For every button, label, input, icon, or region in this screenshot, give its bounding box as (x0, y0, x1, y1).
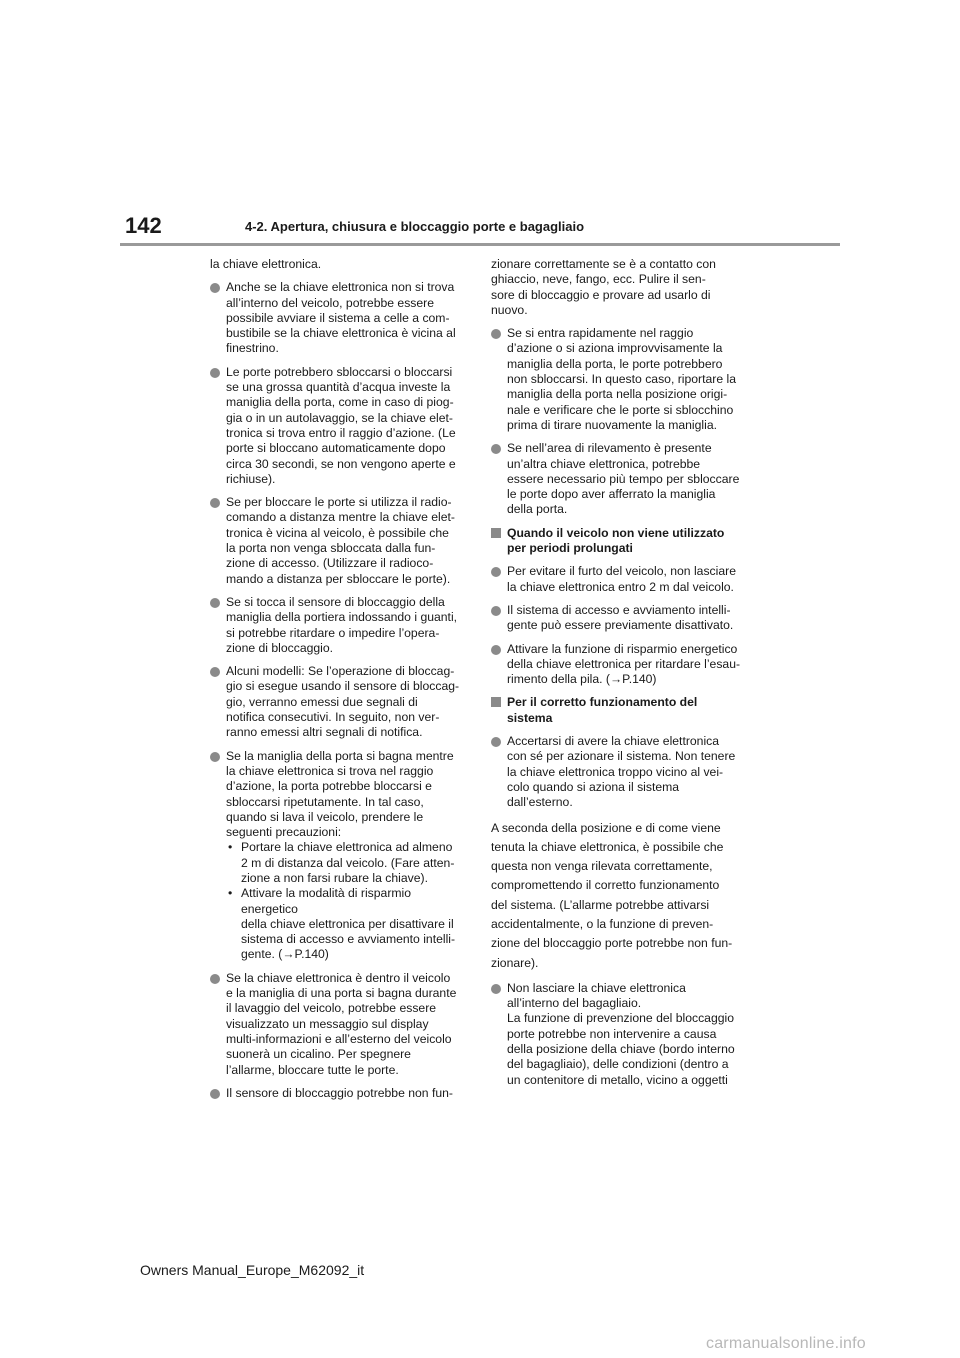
bullet-item (491, 642, 743, 688)
sub-bullet-item (226, 886, 462, 962)
text-line: Se si tocca il sensore di bloccaggio della (226, 594, 445, 609)
sub-bullet-dot: • (228, 886, 233, 901)
text-line: un contenitore di metallo, vicino a oggetti (507, 1072, 728, 1087)
bullet-circle-icon (210, 974, 220, 984)
bullet-item (491, 981, 743, 1088)
text-line: porte potrebbe non intervenire a causa (507, 1026, 717, 1041)
square-marker-icon (491, 528, 501, 538)
bullet-item (491, 603, 743, 634)
text-line: della chiave elettronica per ritardare l’esau- (507, 656, 741, 671)
bullet-circle-icon (491, 567, 501, 577)
text-line: Se la chiave elettronica è dentro il veicolo (226, 970, 451, 985)
text-line: la chiave elettronica. (210, 257, 322, 271)
text-line: 2 m di distanza dal veicolo. (Fare atten- (241, 855, 455, 870)
bullet-circle-icon (210, 368, 220, 378)
text-line: sistema (507, 710, 553, 725)
text-line: comando a distanza mentre la chiave elet- (226, 510, 455, 525)
text-line: gia o in un autolavaggio, se la chiave elet- (226, 410, 453, 425)
text-line: essere necessario più tempo per sbloccare (507, 471, 740, 486)
text-line: Attivare la modalità di risparmio energetico (241, 886, 412, 916)
bullet-item (491, 734, 743, 810)
footer-manual-id: Owners Manual_Europe_M62092_it (140, 1262, 365, 1278)
square-marker-icon (491, 697, 501, 707)
text-line: Il sistema di accesso e avviamento intelli- (507, 602, 731, 617)
text-line: Le porte potrebbero sbloccarsi o bloccarsi (226, 364, 453, 379)
bullet-item (210, 280, 462, 356)
text-line: zione di bloccaggio. (226, 640, 334, 655)
text-line: Se per bloccare le porte si utilizza il radio- (226, 495, 452, 510)
text-line: compromettendo il corretto funzionamento (491, 878, 720, 893)
text-line: Anche se la chiave elettronica non si trova (226, 280, 455, 295)
text-line: Alcuni modelli: Se l’operazione di bloccag- (226, 664, 455, 679)
text-line: richiuse). (226, 471, 276, 486)
text-line: suonerà un cicalino. Per spegnere (226, 1047, 411, 1062)
text-line: Se la maniglia della porta si bagna mentre (226, 748, 454, 763)
text-line: accidentalmente, o la funzione di preven- (491, 916, 714, 931)
text-line: nuovo. (491, 302, 528, 317)
bullet-item (210, 664, 462, 740)
text-line: del sistema. (L’allarme potrebbe attivarsi (491, 897, 710, 912)
text-line: rimento della pila. (→P.140) (507, 672, 657, 687)
bullet-item (210, 1086, 462, 1101)
text-line: Attivare la funzione di risparmio energetico (507, 641, 738, 656)
text-line: la porta non venga sbloccata dalla fun- (226, 541, 436, 556)
text-line: maniglia della portiera indossando i guanti, (226, 610, 458, 625)
bullet-item (491, 441, 743, 517)
text-line: e la maniglia di una porta si bagna durante (226, 986, 457, 1001)
text-line: notifica consecutivi. In seguito, non ver- (226, 710, 440, 725)
text-line: si potrebbe ritardare o impedire l’opera- (226, 625, 440, 640)
text-line: tronica si trova entro il raggio d’azione. (Le (226, 425, 456, 440)
bullet-circle-icon (210, 498, 220, 508)
text-line: gente. (→P.140) (241, 947, 329, 962)
bullet-item (491, 326, 743, 433)
text-line: d’azione o si aziona improvvisamente la (507, 341, 723, 356)
bullet-item (210, 495, 462, 587)
text-line: gente può essere previamente disattivato. (507, 618, 734, 633)
bullet-circle-icon (491, 984, 501, 994)
text-line: all’interno del bagagliaio. (507, 996, 642, 1011)
text-line: sore di bloccaggio e provare ad usarlo di (491, 287, 711, 302)
bullet-circle-icon (210, 752, 220, 762)
bullet-circle-icon (491, 737, 501, 747)
page-number: 142 (125, 213, 162, 238)
text-line: d’azione, la porta potrebbe bloccarsi e (226, 779, 432, 794)
text-line: Se nell’area di rilevamento è presente (507, 441, 712, 456)
sub-bullet-dot: • (228, 840, 233, 855)
text-line: visualizzato un messaggio sul display (226, 1016, 429, 1031)
text-line: possibile avviare il sistema a celle a com- (226, 310, 450, 325)
text-line: tronica è vicina al veicolo, è possibile che (226, 525, 449, 540)
text-line: ranno emessi altri segnali di notifica. (226, 725, 423, 740)
bullet-circle-icon (491, 606, 501, 616)
text-line: questa non venga rilevata correttamente, (491, 859, 713, 874)
text-line: Quando il veicolo non viene utilizzato (507, 525, 725, 540)
text-line: della porta. (507, 502, 568, 517)
bullet-circle-icon (491, 329, 501, 339)
text-line: bustibile se la chiave elettronica è vicina al (226, 326, 456, 341)
text-line: all’interno del veicolo, potrebbe essere (226, 295, 434, 310)
bullet-item (491, 564, 743, 595)
text-line: gio, verranno emessi due segnali di (226, 694, 418, 709)
bullet-circle-icon (491, 645, 501, 655)
text-line: seguenti precauzioni: (226, 825, 342, 840)
paragraph (491, 819, 743, 973)
text-line: la chiave elettronica si trova nel raggio (226, 763, 434, 778)
text-line: circa 30 secondi, se non vengono aperte e (226, 456, 456, 471)
bullet-item (210, 595, 462, 656)
text-line: della chiave elettronica per disattivare il (241, 916, 454, 931)
subsection-heading (491, 695, 743, 726)
section-title: 4-2. Apertura, chiusura e bloccaggio porte e bagagliaio (245, 219, 585, 234)
text-line: sistema di accesso e avviamento intelli- (241, 932, 456, 947)
bullet-circle-icon (210, 598, 220, 608)
text-line: zionare correttamente se è a contatto con (491, 257, 716, 271)
text-line: del bagagliaio), delle condizioni (dentro a (507, 1057, 729, 1072)
text-line: zionare). (491, 955, 539, 970)
text-line: A seconda della posizione e di come viene (491, 820, 721, 835)
paragraph (491, 257, 743, 318)
right-column (491, 257, 743, 1096)
text-line: multi-informazioni e all’esterno del veicolo (226, 1031, 452, 1046)
text-line: prima di tirare nuovamente la maniglia. (507, 417, 717, 432)
text-line: maniglia della porta, le porte potrebbero (507, 356, 723, 371)
text-line: zione del bloccaggio porte potrebbe non fun- (491, 936, 733, 951)
text-line: Accertarsi di avere la chiave elettronica (507, 734, 720, 749)
bullet-circle-icon (210, 667, 220, 677)
text-line: maniglia della porta nella posizione origi- (507, 387, 728, 402)
text-line: Il sensore di bloccaggio potrebbe non fun- (226, 1085, 453, 1100)
text-line: tenuta la chiave elettronica, è possibile che (491, 839, 724, 854)
text-line: maniglia della porta, come in caso di piog- (226, 395, 454, 410)
header-rule (120, 243, 840, 246)
paragraph (210, 257, 462, 272)
text-line: Portare la chiave elettronica ad almeno (241, 840, 453, 855)
text-line: colo quando si aziona il sistema (507, 779, 680, 794)
text-line: della posizione della chiave (bordo interno (507, 1042, 735, 1057)
bullet-item (210, 971, 462, 1078)
text-line: Se si entra rapidamente nel raggio (507, 326, 694, 341)
bullet-circle-icon (210, 1089, 220, 1099)
bullet-item (210, 365, 462, 487)
text-line: Per evitare il furto del veicolo, non lasciare (507, 564, 736, 579)
text-line: nale e verificare che le porte si sblocchino (507, 402, 734, 417)
left-column (210, 257, 462, 1109)
watermark: carmanualsonline.info (706, 1335, 866, 1352)
text-line: La funzione di prevenzione del bloccaggio (507, 1011, 734, 1026)
text-line: le porte dopo aver afferrato la maniglia (507, 487, 716, 502)
text-line: l’allarme, bloccare tutte le porte. (226, 1062, 399, 1077)
text-line: la chiave elettronica entro 2 m dal veicolo. (507, 579, 734, 594)
subsection-heading (491, 526, 743, 557)
sub-bullet-item (226, 840, 462, 886)
text-line: zione a non farsi rubare la chiave). (241, 870, 428, 885)
text-line: Per il corretto funzionamento del (507, 695, 698, 710)
text-line: quando si lava il veicolo, prendere le (226, 809, 424, 824)
bullet-item (210, 749, 462, 963)
text-line: la chiave elettronica troppo vicino al vei- (507, 764, 724, 779)
text-line: dall’esterno. (507, 795, 573, 810)
text-line: se una grossa quantità d’acqua investe la (226, 380, 451, 395)
text-line: mando a distanza per sbloccare le porte). (226, 571, 451, 586)
text-line: con sé per azionare il sistema. Non tenere (507, 749, 736, 764)
text-line: un’altra chiave elettronica, potrebbe (507, 456, 701, 471)
text-line: il lavaggio del veicolo, potrebbe essere (226, 1001, 437, 1016)
text-line: sbloccarsi ripetutamente. In tal caso, (226, 794, 424, 809)
text-line: porte si bloccano automaticamente dopo (226, 441, 446, 456)
text-line: finestrino. (226, 341, 279, 356)
bullet-circle-icon (210, 283, 220, 293)
text-line: zione di accesso. (Utilizzare il radioco- (226, 556, 434, 571)
text-line: ghiaccio, neve, fango, ecc. Pulire il sen- (491, 272, 706, 287)
text-line: Non lasciare la chiave elettronica (507, 980, 686, 995)
bullet-circle-icon (491, 444, 501, 454)
text-line: non sbloccarsi. In questo caso, riportare la (507, 372, 736, 387)
text-line: per periodi prolungati (507, 541, 633, 556)
text-line: gio si esegue usando il sensore di bloccag- (226, 679, 460, 694)
